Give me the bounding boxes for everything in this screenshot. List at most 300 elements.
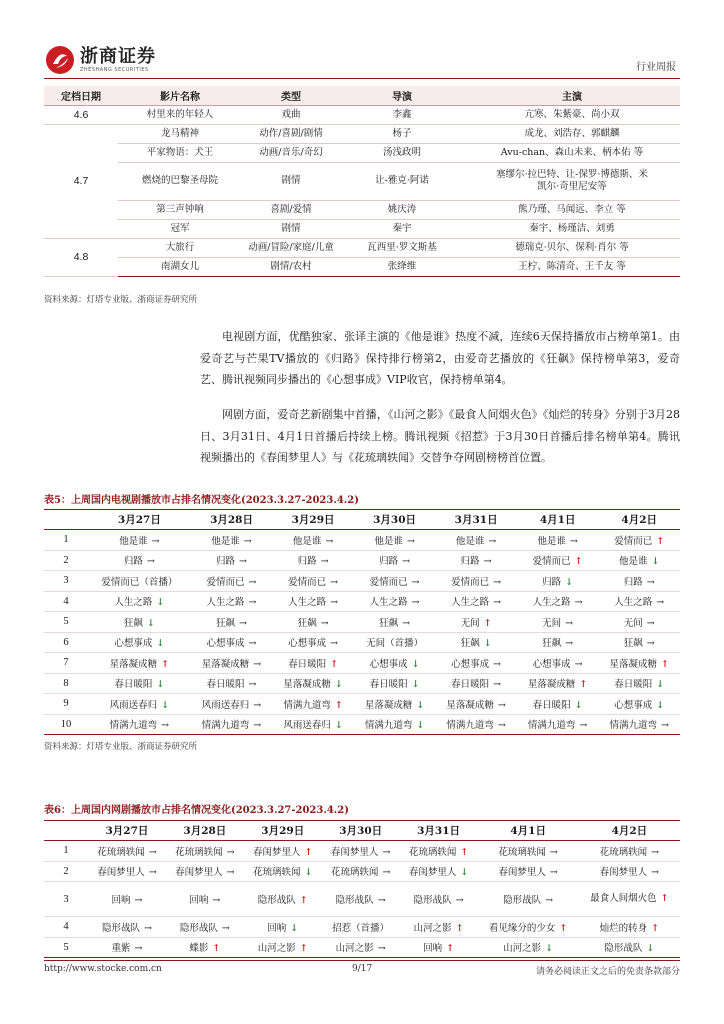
ranking-cell — [191, 591, 273, 612]
arrow-right-icon: → — [146, 556, 155, 568]
column-header: 4月2日 — [579, 821, 680, 841]
arrow-right-icon: → — [382, 867, 391, 879]
ranking-cell — [272, 612, 354, 633]
title-name: 最食人间烟火色 — [590, 893, 657, 904]
arrow-down-icon: ↓ — [646, 943, 655, 955]
ranking-cell — [400, 882, 478, 917]
title-name: 心想事成 — [532, 658, 571, 670]
table-row — [44, 591, 680, 612]
arrow-right-icon: → — [330, 638, 339, 650]
arrow-right-icon: → — [411, 597, 420, 609]
ranking-cell — [272, 653, 354, 674]
arrow-right-icon: → — [660, 720, 669, 732]
title-name: 人生之路 — [114, 597, 153, 609]
title-name: 花琉璃轶闻 — [330, 867, 379, 879]
film-type: 剧情/农村 — [242, 257, 340, 276]
arrow-right-icon: → — [382, 846, 391, 858]
title-name: 他是谁 — [374, 535, 403, 547]
title-name: 花琉璃轶闻 — [97, 846, 145, 858]
arrow-right-icon: → — [243, 535, 252, 547]
ranking-cell — [435, 714, 517, 735]
ranking-cell — [88, 653, 191, 674]
ranking-cell — [322, 917, 400, 938]
arrow-up-icon: ↑ — [299, 943, 308, 955]
title-name: 情满九道弯 — [201, 720, 250, 732]
arrow-down-icon: ↓ — [161, 699, 170, 711]
title-name: 山河之影 — [335, 943, 374, 955]
rank-number: 7 — [44, 653, 88, 674]
arrow-right-icon: → — [134, 895, 143, 906]
film-director: 姚庆涛 — [340, 200, 464, 219]
ranking-cell — [579, 917, 680, 938]
title-name: 情满九道弯 — [364, 720, 413, 732]
ranking-cell — [598, 591, 680, 612]
arrow-right-icon: → — [253, 699, 262, 711]
arrow-right-icon: → — [226, 846, 235, 858]
table-row — [44, 219, 680, 238]
ranking-cell — [517, 653, 599, 674]
title-name: 狂飙 — [542, 638, 562, 650]
arrow-right-icon: → — [402, 556, 411, 568]
ranking-cell — [579, 861, 680, 882]
arrow-right-icon: → — [651, 846, 660, 858]
ranking-cell — [354, 550, 436, 571]
arrow-right-icon: → — [565, 617, 574, 629]
ranking-cell — [244, 882, 322, 917]
table-header-row — [44, 510, 680, 530]
title-name: 春日暖阳 — [114, 679, 153, 691]
table-row — [44, 571, 680, 592]
arrow-right-icon: → — [646, 617, 655, 629]
title-name: 花琉璃轶闻 — [599, 846, 648, 858]
ranking-cell — [244, 841, 322, 862]
column-header: 4月1日 — [517, 510, 599, 530]
ranking-cell — [88, 917, 166, 938]
column-header: 导演 — [340, 86, 464, 105]
ranking-cell — [598, 714, 680, 735]
web-series-ranking-table — [44, 820, 680, 958]
film-cast: 成龙、刘浩存、郭麒麟 — [464, 124, 680, 143]
arrow-up-icon: ↑ — [330, 658, 339, 670]
ranking-cell — [166, 861, 244, 882]
film-type: 动作/喜剧/剧情 — [242, 124, 340, 143]
source-note: 资料来源：灯塔专业版、浙商证券研究所 — [44, 295, 198, 305]
title-name: 春闺梦里人 — [498, 867, 546, 879]
arrow-right-icon: → — [574, 597, 583, 609]
ranking-cell — [191, 714, 273, 735]
arrow-up-icon: ↑ — [161, 658, 170, 670]
paragraph-tv: 电视剧方面，优酷独家、张译主演的《他是谁》热度不减，连续6天保持播放市占榜单第1。由爱奇艺与芒果TV播放的《归路》保持排行榜第2，由爱奇艺播放的《狂飙》保持榜单第3，爱奇艺、腾讯视频同步播出的《心想事成》VIP收官，保持榜单第4。 — [200, 330, 680, 386]
film-cast: 秦宇、杨瑾洁、刘勇 — [464, 219, 680, 238]
table-row — [44, 694, 680, 715]
title-name: 春日暖阳 — [206, 679, 245, 691]
title-name: 情满九道弯 — [527, 720, 576, 732]
arrow-down-icon: ↓ — [483, 638, 492, 650]
arrow-right-icon: → — [493, 576, 502, 588]
ranking-cell — [435, 612, 517, 633]
arrow-up-icon: ↑ — [455, 922, 464, 934]
film-cast: Avu-chan、森山未来、柄本佑 等 — [464, 143, 680, 162]
column-header: 3月29日 — [244, 821, 322, 841]
arrow-right-icon: → — [325, 535, 334, 547]
logo-icon — [44, 44, 76, 76]
table-row — [44, 673, 680, 694]
arrow-right-icon: → — [226, 867, 235, 879]
ranking-cell — [598, 612, 680, 633]
title-name: 回响 — [111, 895, 131, 906]
ranking-cell — [88, 632, 191, 653]
rank-number: 9 — [44, 694, 88, 715]
title-name: 风雨送春归 — [109, 699, 158, 711]
rank-number: 5 — [44, 612, 88, 633]
film-name: 第三声钟响 — [118, 200, 242, 219]
ranking-cell — [598, 632, 680, 653]
title-name: 狂飙 — [297, 617, 317, 629]
arrow-right-icon: → — [134, 943, 143, 955]
table-row — [44, 841, 680, 862]
release-date: 4.6 — [44, 105, 118, 124]
arrow-right-icon: → — [488, 535, 497, 547]
film-cast: 王柠、陈清奇、王千友 等 — [464, 257, 680, 276]
arrow-right-icon: → — [656, 597, 665, 609]
title-name: 爱情而已 — [614, 535, 653, 547]
ranking-cell — [88, 882, 166, 917]
ranking-cell — [579, 882, 680, 917]
ranking-cell — [354, 632, 436, 653]
arrow-right-icon: → — [565, 638, 574, 650]
ranking-cell — [354, 591, 436, 612]
title-name: 情满九道弯 — [609, 720, 657, 732]
title-name: 他是谁 — [455, 535, 485, 547]
film-cast: 亢寒、朱紫豪、尚小双 — [464, 105, 680, 124]
column-header: 定档日期 — [44, 86, 118, 105]
ranking-cell — [166, 917, 244, 938]
arrow-down-icon: ↓ — [334, 679, 343, 691]
title-name: 狂飙 — [123, 617, 143, 629]
title-name: 情满九道弯 — [446, 720, 494, 732]
film-name: 燃烧的巴黎圣母院 — [118, 162, 242, 200]
title-name: 归路 — [623, 576, 643, 588]
title-name: 隐形战队 — [335, 895, 374, 906]
arrow-up-icon: ↑ — [660, 658, 669, 670]
ranking-cell — [191, 673, 273, 694]
arrow-down-icon: ↓ — [656, 679, 665, 691]
column-header: 3月30日 — [354, 510, 436, 530]
footer-url: http://www.stocke.com.cn — [44, 964, 162, 974]
ranking-cell — [354, 653, 436, 674]
film-name: 南湖女儿 — [118, 257, 242, 276]
column-header: 3月28日 — [166, 821, 244, 841]
title-name: 花琉璃轶闻 — [175, 846, 223, 858]
title-name: 春日暖阳 — [532, 699, 571, 711]
arrow-down-icon: ↓ — [411, 679, 420, 691]
ranking-cell — [478, 937, 579, 958]
arrow-right-icon: → — [493, 679, 502, 691]
arrow-down-icon: ↓ — [565, 576, 574, 588]
arrow-down-icon: ↓ — [156, 597, 165, 609]
column-header: 主演 — [464, 86, 680, 105]
arrow-right-icon: → — [646, 638, 655, 650]
ranking-cell — [88, 694, 191, 715]
logo-en-text: ZHESHANG SECURITIES — [80, 67, 149, 73]
arrow-down-icon: ↓ — [290, 922, 299, 934]
arrow-right-icon: → — [377, 895, 386, 906]
title-name: 情满九道弯 — [283, 699, 331, 711]
ranking-cell — [478, 917, 579, 938]
arrow-right-icon: → — [330, 576, 339, 588]
title-name: 花琉璃轶闻 — [498, 846, 546, 858]
title-name: 灿烂的转身 — [599, 922, 648, 934]
title-name: 心想事成 — [451, 658, 490, 670]
arrow-right-icon: → — [493, 658, 502, 670]
table-row — [44, 937, 680, 958]
rank-number: 4 — [44, 917, 88, 938]
film-name: 大旅行 — [118, 238, 242, 257]
arrow-right-icon: → — [148, 846, 157, 858]
column-header: 3月31日 — [435, 510, 517, 530]
arrow-up-icon: ↑ — [651, 922, 660, 934]
logo-cn-text: 浙商证券 — [80, 46, 156, 67]
film-name: 冠军 — [118, 219, 242, 238]
page-number: 9/17 — [352, 964, 373, 974]
ranking-cell — [435, 591, 517, 612]
arrow-right-icon: → — [406, 535, 415, 547]
title-name: 春日暖阳 — [288, 658, 327, 670]
arrow-right-icon: → — [569, 535, 578, 547]
report-type-tag: 行业周报 — [636, 62, 676, 73]
arrow-right-icon: → — [545, 895, 554, 906]
film-director: 张绛维 — [340, 257, 464, 276]
ranking-cell — [322, 882, 400, 917]
title-name: 春闺梦里人 — [97, 867, 145, 879]
arrow-right-icon: → — [549, 846, 558, 858]
film-director: 让-雅克·阿诺 — [340, 162, 464, 200]
ranking-cell — [435, 530, 517, 551]
arrow-down-icon: ↓ — [416, 699, 425, 711]
ranking-cell — [88, 612, 191, 633]
title-name: 星落凝成糖 — [446, 699, 494, 711]
title-name: 狂飙 — [379, 617, 399, 629]
title-name: 春日暖阳 — [614, 679, 653, 691]
title-name: 风雨送春归 — [283, 720, 331, 732]
arrow-right-icon: → — [212, 895, 221, 906]
ranking-cell — [435, 653, 517, 674]
arrow-right-icon: → — [402, 617, 411, 629]
arrow-right-icon: → — [579, 720, 588, 732]
arrow-up-icon: ↑ — [299, 895, 308, 906]
arrow-down-icon: ↓ — [460, 867, 469, 879]
company-logo — [44, 44, 156, 76]
ranking-cell — [598, 571, 680, 592]
arrow-right-icon: → — [549, 867, 558, 879]
ranking-cell — [598, 653, 680, 674]
ranking-cell — [272, 530, 354, 551]
film-schedule-table — [44, 86, 680, 277]
ranking-cell — [272, 591, 354, 612]
arrow-right-icon: → — [248, 679, 257, 691]
arrow-up-icon: ↑ — [483, 617, 492, 629]
arrow-right-icon: → — [483, 556, 492, 568]
ranking-cell — [517, 612, 599, 633]
ranking-cell — [478, 861, 579, 882]
title-name: 花琉璃轶闻 — [408, 846, 457, 858]
film-director: 汤浅政明 — [340, 143, 464, 162]
ranking-cell — [88, 530, 191, 551]
film-type: 动画/冒险/家庭/儿童 — [242, 238, 340, 257]
rank-number: 3 — [44, 882, 88, 917]
arrow-up-icon: ↑ — [574, 556, 583, 568]
title-name: 回响 — [267, 922, 287, 934]
ranking-cell — [191, 694, 273, 715]
film-type: 戏曲 — [242, 105, 340, 124]
title-name: 心想事成 — [114, 638, 153, 650]
ranking-cell — [272, 714, 354, 735]
ranking-cell — [478, 882, 579, 917]
arrow-down-icon: ↓ — [334, 720, 343, 732]
table-header-row — [44, 821, 680, 841]
film-cast: 熊乃瑾、马闻远、李立 等 — [464, 200, 680, 219]
release-date: 4.7 — [44, 124, 118, 238]
title-name: 狂飙 — [216, 617, 236, 629]
ranking-cell — [88, 714, 191, 735]
film-name: 龙马精神 — [118, 124, 242, 143]
title-name: 人生之路 — [206, 597, 245, 609]
column-header: 3月27日 — [88, 510, 191, 530]
ranking-cell — [88, 841, 166, 862]
arrow-up-icon: ↑ — [446, 943, 455, 955]
title-name: 他是谁 — [292, 535, 322, 547]
header-divider — [44, 78, 680, 79]
title-name: 隐形战队 — [257, 895, 296, 906]
title-name: 山河之影 — [413, 922, 452, 934]
rank-number: 10 — [44, 714, 88, 735]
ranking-cell — [517, 714, 599, 735]
table-row — [44, 143, 680, 162]
ranking-cell — [400, 841, 478, 862]
table-row — [44, 257, 680, 276]
ranking-cell — [400, 917, 478, 938]
footer-disclaimer: 请务必阅读正文之后的免责条款部分 — [535, 967, 680, 977]
title-name: 招惹（首播） — [332, 922, 390, 934]
title-name: 归路 — [460, 556, 480, 568]
table-row — [44, 238, 680, 257]
arrow-right-icon: → — [248, 576, 257, 588]
arrow-right-icon: → — [497, 699, 506, 711]
ranking-cell — [354, 612, 436, 633]
title-name: 蝶影 — [189, 943, 209, 955]
column-header: 3月30日 — [322, 821, 400, 841]
ranking-cell — [272, 550, 354, 571]
title-name: 爱情而已 — [369, 576, 408, 588]
table-row — [44, 530, 680, 551]
title-name: 花琉璃轶闻 — [253, 867, 301, 879]
film-director: 李鑫 — [340, 105, 464, 124]
ranking-cell — [435, 571, 517, 592]
arrow-down-icon: ↓ — [304, 867, 313, 879]
ranking-cell — [517, 530, 599, 551]
title-name: 重紫 — [111, 943, 131, 955]
title-name: 心想事成 — [614, 699, 653, 711]
ranking-cell — [88, 673, 191, 694]
arrow-down-icon: ↓ — [156, 679, 165, 691]
ranking-cell — [244, 937, 322, 958]
title-name: 山河之影 — [257, 943, 296, 955]
ranking-cell — [166, 841, 244, 862]
title-name: 隐形战队 — [413, 895, 452, 906]
arrow-right-icon: → — [143, 922, 152, 934]
arrow-right-icon: → — [377, 943, 386, 955]
title-name: 爱情而已 — [532, 556, 571, 568]
ranking-cell — [579, 841, 680, 862]
table-row — [44, 612, 680, 633]
rank-number: 6 — [44, 632, 88, 653]
source-note: 资料来源：灯塔专业版、浙商证券研究所 — [44, 742, 198, 752]
ranking-cell — [598, 530, 680, 551]
arrow-right-icon: → — [320, 556, 329, 568]
column-header: 3月27日 — [88, 821, 166, 841]
arrow-right-icon: → — [161, 720, 170, 732]
rank-number: 4 — [44, 591, 88, 612]
table-row — [44, 162, 680, 200]
title-name: 风雨送春归 — [201, 699, 250, 711]
rank-number: 8 — [44, 673, 88, 694]
film-director: 秦宇 — [340, 219, 464, 238]
rank-number: 1 — [44, 841, 88, 862]
title-name: 爱情而已（首播） — [101, 576, 178, 588]
ranking-cell — [517, 673, 599, 694]
table-row — [44, 882, 680, 917]
table-row — [44, 105, 680, 124]
ranking-cell — [598, 550, 680, 571]
ranking-cell — [354, 694, 436, 715]
film-director: 瓦西里·罗文斯基 — [340, 238, 464, 257]
title-name: 无间 — [623, 617, 643, 629]
title-name: 春闺梦里人 — [599, 867, 648, 879]
ranking-cell — [354, 530, 436, 551]
arrow-right-icon: → — [646, 576, 655, 588]
arrow-down-icon: ↓ — [545, 943, 554, 955]
table5-caption: 表5：上周国内电视剧播放市占排名情况变化(2023.3.27-2023.4.2) — [44, 495, 359, 506]
title-name: 无间 — [460, 617, 480, 629]
footer-divider — [44, 960, 680, 961]
ranking-cell — [598, 673, 680, 694]
film-cast: 德瑞克·贝尔、保利·肖尔 等 — [464, 238, 680, 257]
arrow-down-icon: ↓ — [146, 617, 155, 629]
column-header: 类型 — [242, 86, 340, 105]
title-name: 无间 — [542, 617, 562, 629]
ranking-cell — [272, 571, 354, 592]
title-name: 星落凝成糖 — [201, 658, 250, 670]
ranking-cell — [272, 673, 354, 694]
film-type: 剧情 — [242, 219, 340, 238]
title-name: 春闺梦里人 — [253, 846, 301, 858]
column-header: 3月28日 — [191, 510, 273, 530]
film-name: 平家物语：犬王 — [118, 143, 242, 162]
table6-caption: 表6：上周国内网剧播放市占排名情况变化(2023.3.27-2023.4.2) — [44, 805, 349, 816]
table-row — [44, 124, 680, 143]
title-name: 归路 — [297, 556, 317, 568]
arrow-down-icon: ↓ — [411, 658, 420, 670]
arrow-right-icon: → — [253, 658, 262, 670]
title-name: 情满九道弯 — [109, 720, 158, 732]
title-name: 人生之路 — [288, 597, 327, 609]
arrow-up-icon: ↑ — [579, 679, 588, 691]
title-name: 他是谁 — [537, 535, 566, 547]
ranking-cell — [244, 917, 322, 938]
column-header: 3月29日 — [272, 510, 354, 530]
arrow-down-icon: ↓ — [574, 699, 583, 711]
ranking-cell — [191, 571, 273, 592]
